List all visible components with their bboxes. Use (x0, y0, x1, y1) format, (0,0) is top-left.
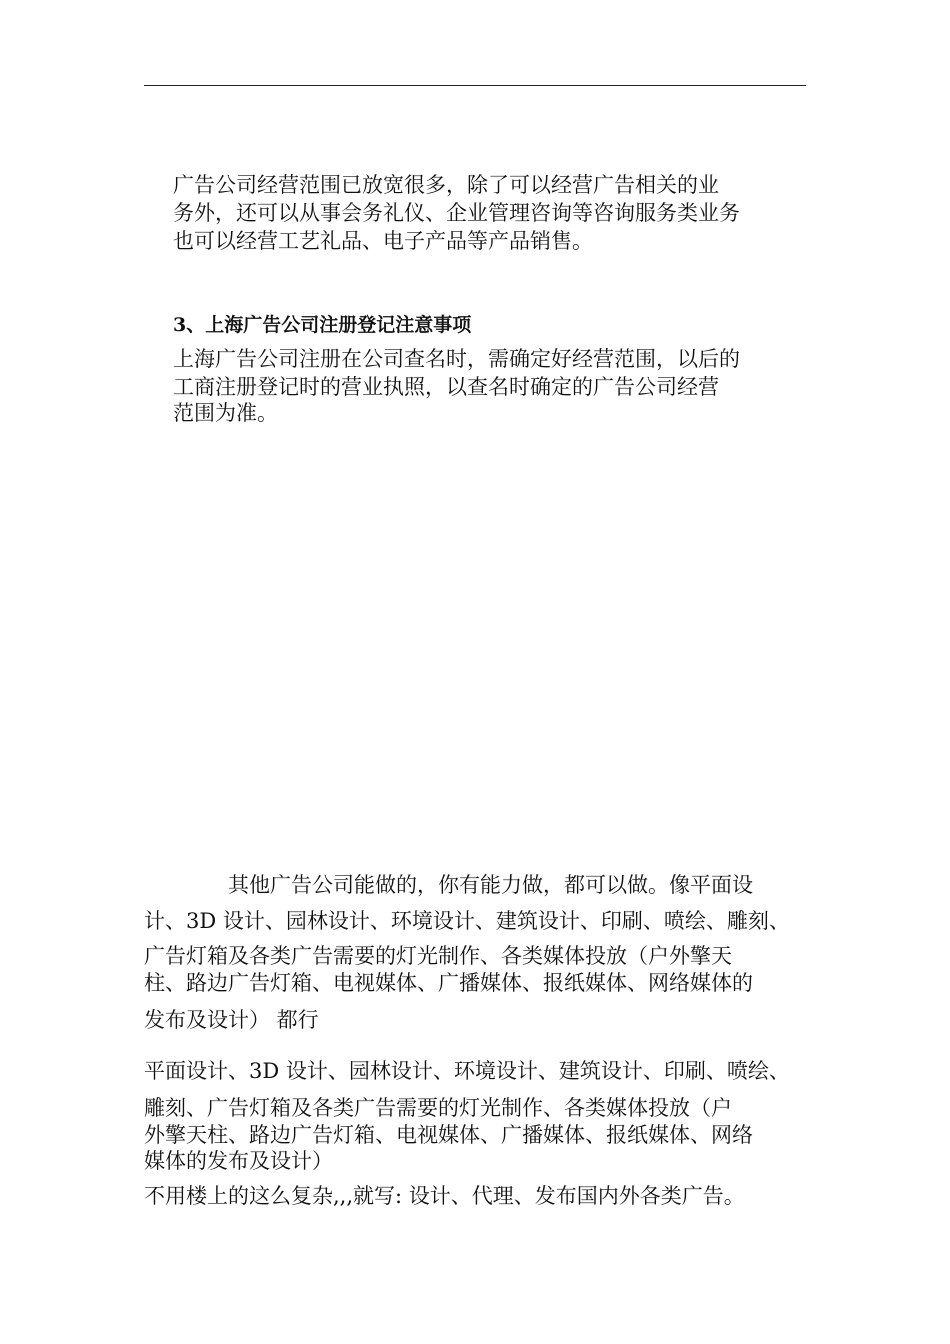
text-line: 雕刻、广告灯箱及各类广告需要的灯光制作、各类媒体投放（户 (144, 1096, 732, 1120)
text-line: 广告公司经营范围已放宽很多，除了可以经营广告相关的业 (173, 173, 719, 197)
header-rule (144, 85, 806, 86)
section-heading: 3、上海广告公司注册登记注意事项 (173, 314, 472, 336)
text-line: 广告灯箱及各类广告需要的灯光制作、各类媒体投放（户外擎天 (144, 944, 732, 968)
text-line: 上海广告公司注册在公司查名时，需确定好经营范围，以后的 (173, 347, 740, 371)
text-line: 计、3D 设计、园林设计、环境设计、建筑设计、印刷、喷绘、雕刻、 (144, 909, 790, 933)
text-line: 其他广告公司能做的，你有能力做，都可以做。像平面设 (228, 873, 753, 897)
text-line: 外擎天柱、路边广告灯箱、电视媒体、广播媒体、报纸媒体、网络 (144, 1123, 753, 1147)
text-line: 范围为准。 (173, 401, 278, 425)
text-line: 平面设计、3D 设计、园林设计、环境设计、建筑设计、印刷、喷绘、 (144, 1059, 790, 1083)
text-line: 媒体的发布及设计） (144, 1149, 333, 1173)
text-line: 发布及设计） 都行 (144, 1008, 319, 1032)
paragraph-simple-answer: 不用楼上的这么复杂,,,就写: 设计、代理、发布国内外各类广告。 (144, 1184, 745, 1208)
text-line: 柱、路边广告灯箱、电视媒体、广播媒体、报纸媒体、网络媒体的 (144, 971, 753, 995)
text-line: 工商注册登记时的营业执照，以查名时确定的广告公司经营 (173, 375, 719, 399)
text-line: 务外，还可以从事会务礼仪、企业管理咨询等咨询服务类业务 (173, 201, 740, 225)
text-line: 也可以经营工艺礼品、电子产品等产品销售。 (173, 229, 593, 253)
